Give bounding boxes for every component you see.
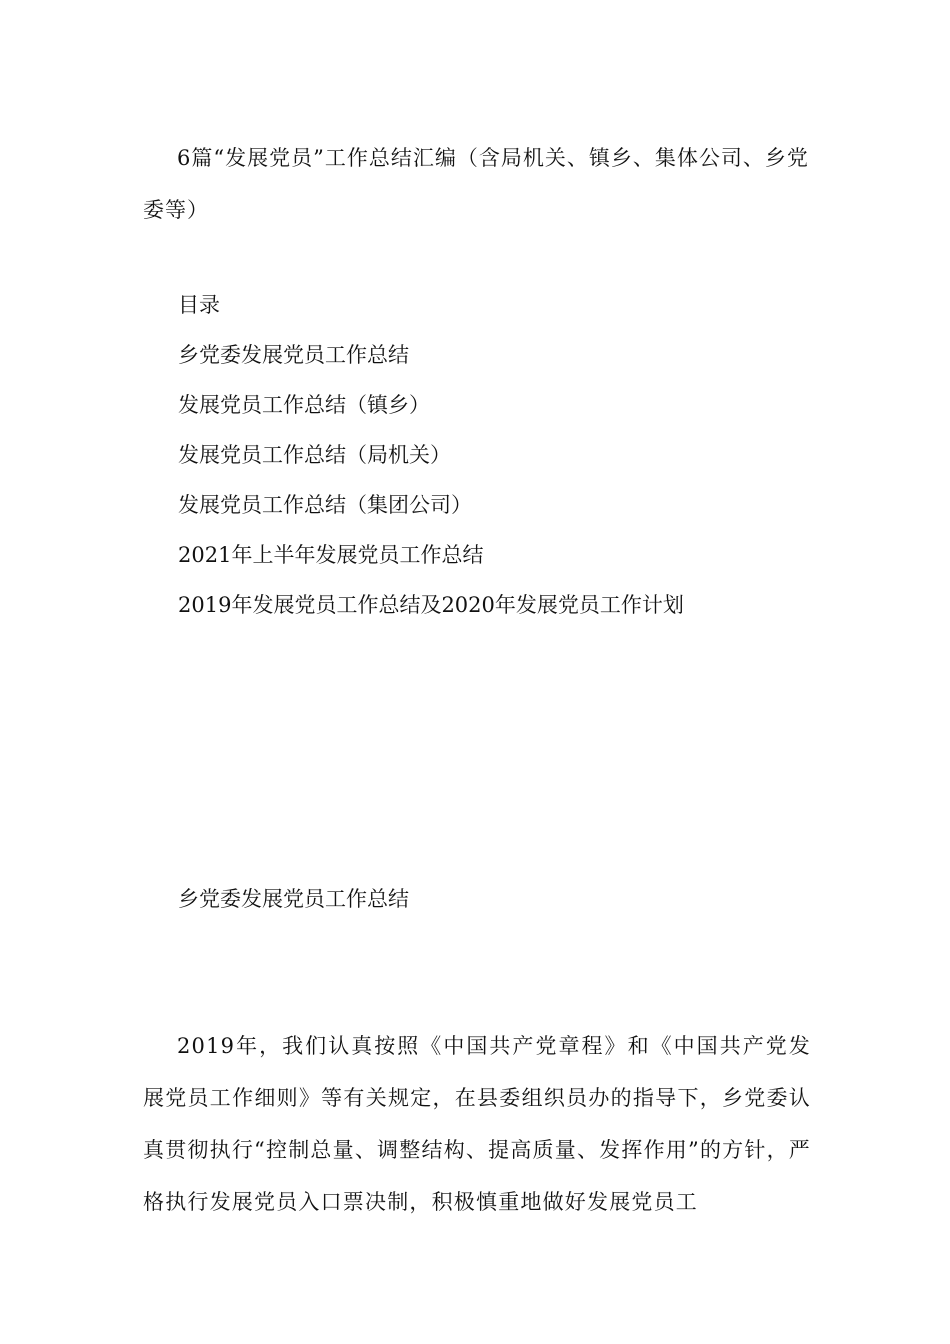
section-heading: 乡党委发展党员工作总结 xyxy=(178,887,409,911)
toc-item[interactable]: 乡党委发展党员工作总结 xyxy=(178,343,409,367)
toc-item[interactable]: 发展党员工作总结（集团公司） xyxy=(178,493,472,517)
toc-item[interactable]: 2021年上半年发展党员工作总结 xyxy=(178,543,484,567)
toc-item[interactable]: 2019年发展党员工作总结及2020年发展党员工作计划 xyxy=(178,593,684,617)
toc-heading: 目录 xyxy=(178,293,220,317)
toc-item[interactable]: 发展党员工作总结（镇乡） xyxy=(178,393,430,417)
toc-item[interactable]: 发展党员工作总结（局机关） xyxy=(178,443,451,467)
table-of-contents xyxy=(178,280,684,630)
toc-list xyxy=(178,330,684,630)
document-title: 6篇“发展党员”工作总结汇编（含局机关、镇乡、集体公司、乡党委等） xyxy=(143,146,809,222)
body-paragraph: 2019年，我们认真按照《中国共产党章程》和《中国共产党发展党员工作细则》等有关规定，在县委组织员办的指导下，乡党委认真贯彻执行“控制总量、调整结构、提高质量、发挥作用”的方针，严格执行发展党员入口票决制，积极慎重地做好发展党员工 xyxy=(143,1034,811,1214)
